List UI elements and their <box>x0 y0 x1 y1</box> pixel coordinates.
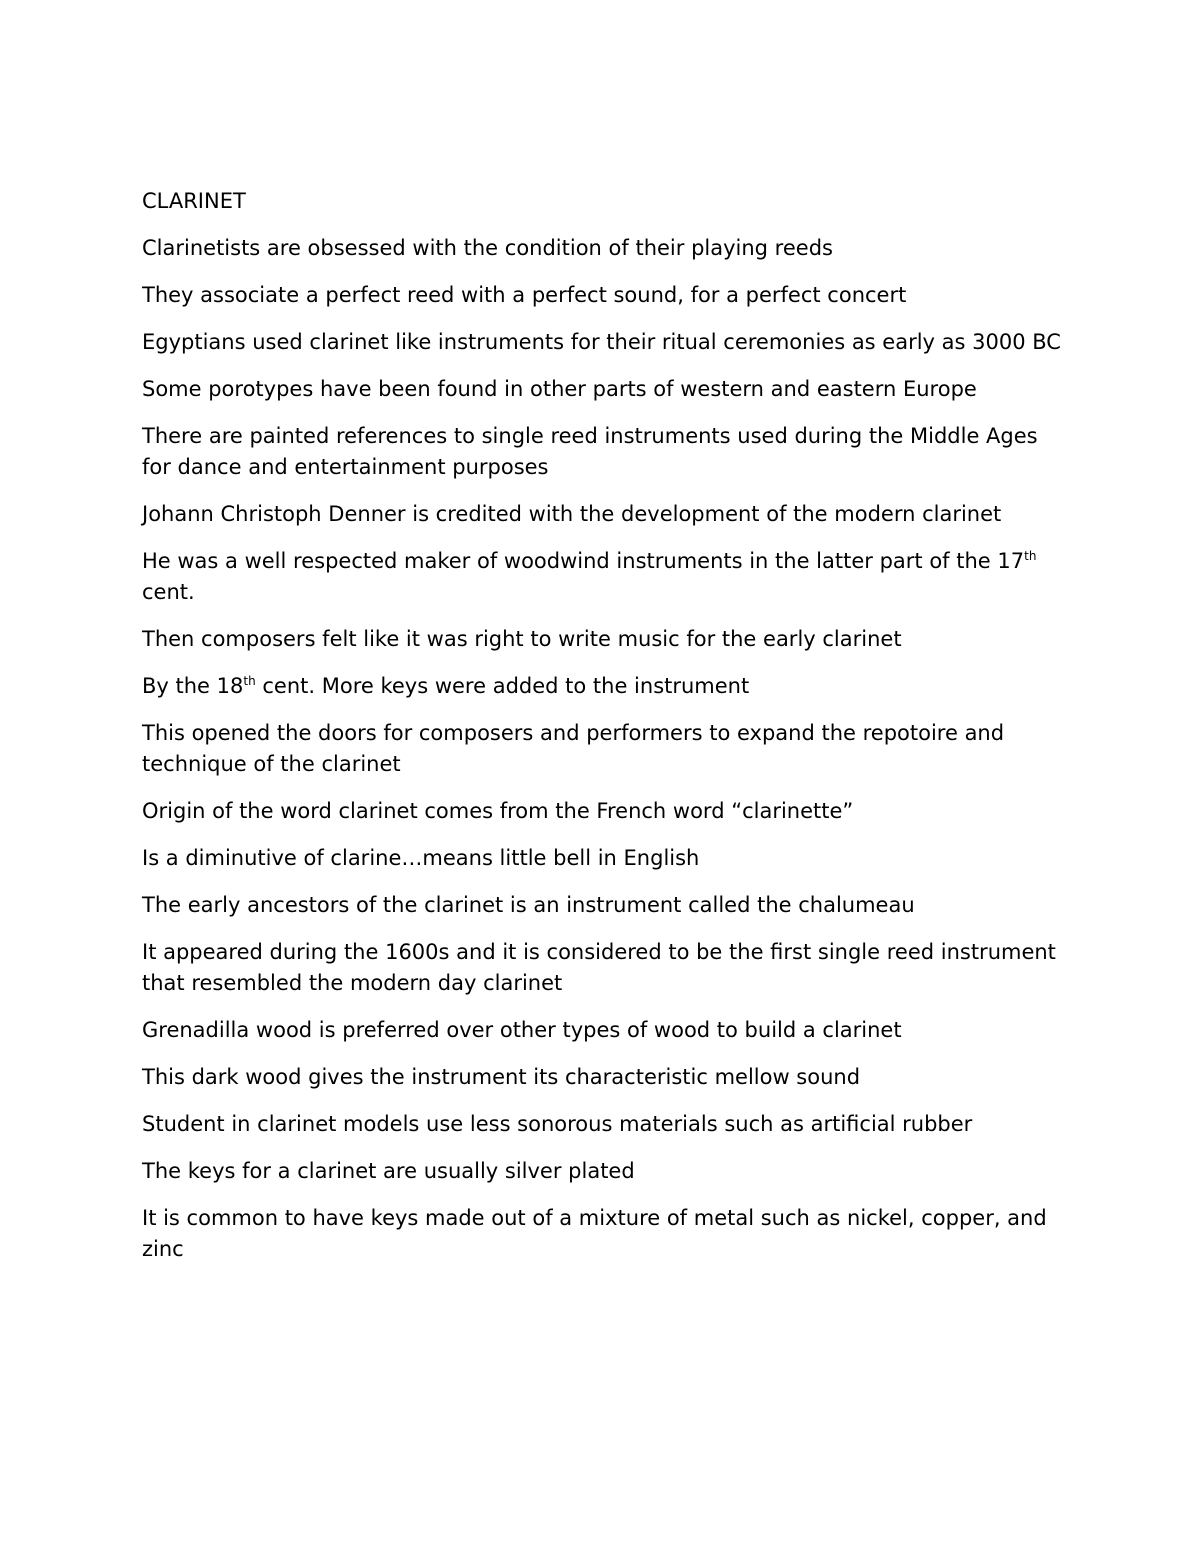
paragraph <box>142 546 1072 608</box>
paragraph: The keys for a clarinet are usually silver plated <box>142 1159 635 1183</box>
paragraph: Johann Christoph Denner is credited with the development of the modern clarinet <box>142 502 1002 526</box>
document-title: CLARINET <box>142 189 246 213</box>
paragraph <box>142 671 1072 702</box>
paragraph: This opened the doors for composers and performers to expand the repotoire and technique of the clarinet <box>142 721 1005 776</box>
paragraph: Clarinetists are obsessed with the condition of their playing reeds <box>142 236 833 260</box>
paragraph-text: cent. More keys were added to the instrument <box>255 674 750 698</box>
paragraph: Egyptians used clarinet like instruments for their ritual ceremonies as early as 3000 BC <box>142 330 1061 354</box>
paragraph: This dark wood gives the instrument its characteristic mellow sound <box>142 1065 861 1089</box>
paragraph: Origin of the word clarinet comes from the French word “clarinette” <box>142 799 854 823</box>
paragraph: It is common to have keys made out of a mixture of metal such as nickel, copper, and zinc <box>142 1206 1047 1261</box>
paragraph: There are painted references to single reed instruments used during the Middle Ages for dance and entertainment purposes <box>142 424 1038 479</box>
paragraph: It appeared during the 1600s and it is considered to be the first single reed instrument that resembled the modern day clarinet <box>142 940 1056 995</box>
paragraph: Grenadilla wood is preferred over other types of wood to build a clarinet <box>142 1018 902 1042</box>
paragraph-text: By the 18 <box>142 674 244 698</box>
paragraph: Student in clarinet models use less sonorous materials such as artificial rubber <box>142 1112 973 1136</box>
paragraph: The early ancestors of the clarinet is an instrument called the chalumeau <box>142 893 915 917</box>
paragraph-text: cent. <box>142 580 195 604</box>
document-page <box>142 186 1072 1281</box>
paragraph-text: He was a well respected maker of woodwind instruments in the latter part of the 17 <box>142 549 1025 573</box>
paragraph: Some porotypes have been found in other parts of western and eastern Europe <box>142 377 977 401</box>
paragraph: Then composers felt like it was right to write music for the early clarinet <box>142 627 902 651</box>
ordinal-superscript: th <box>1024 549 1037 563</box>
ordinal-superscript: th <box>243 674 256 688</box>
paragraph: Is a diminutive of clarine…means little bell in English <box>142 846 700 870</box>
paragraph: They associate a perfect reed with a perfect sound, for a perfect concert <box>142 283 907 307</box>
